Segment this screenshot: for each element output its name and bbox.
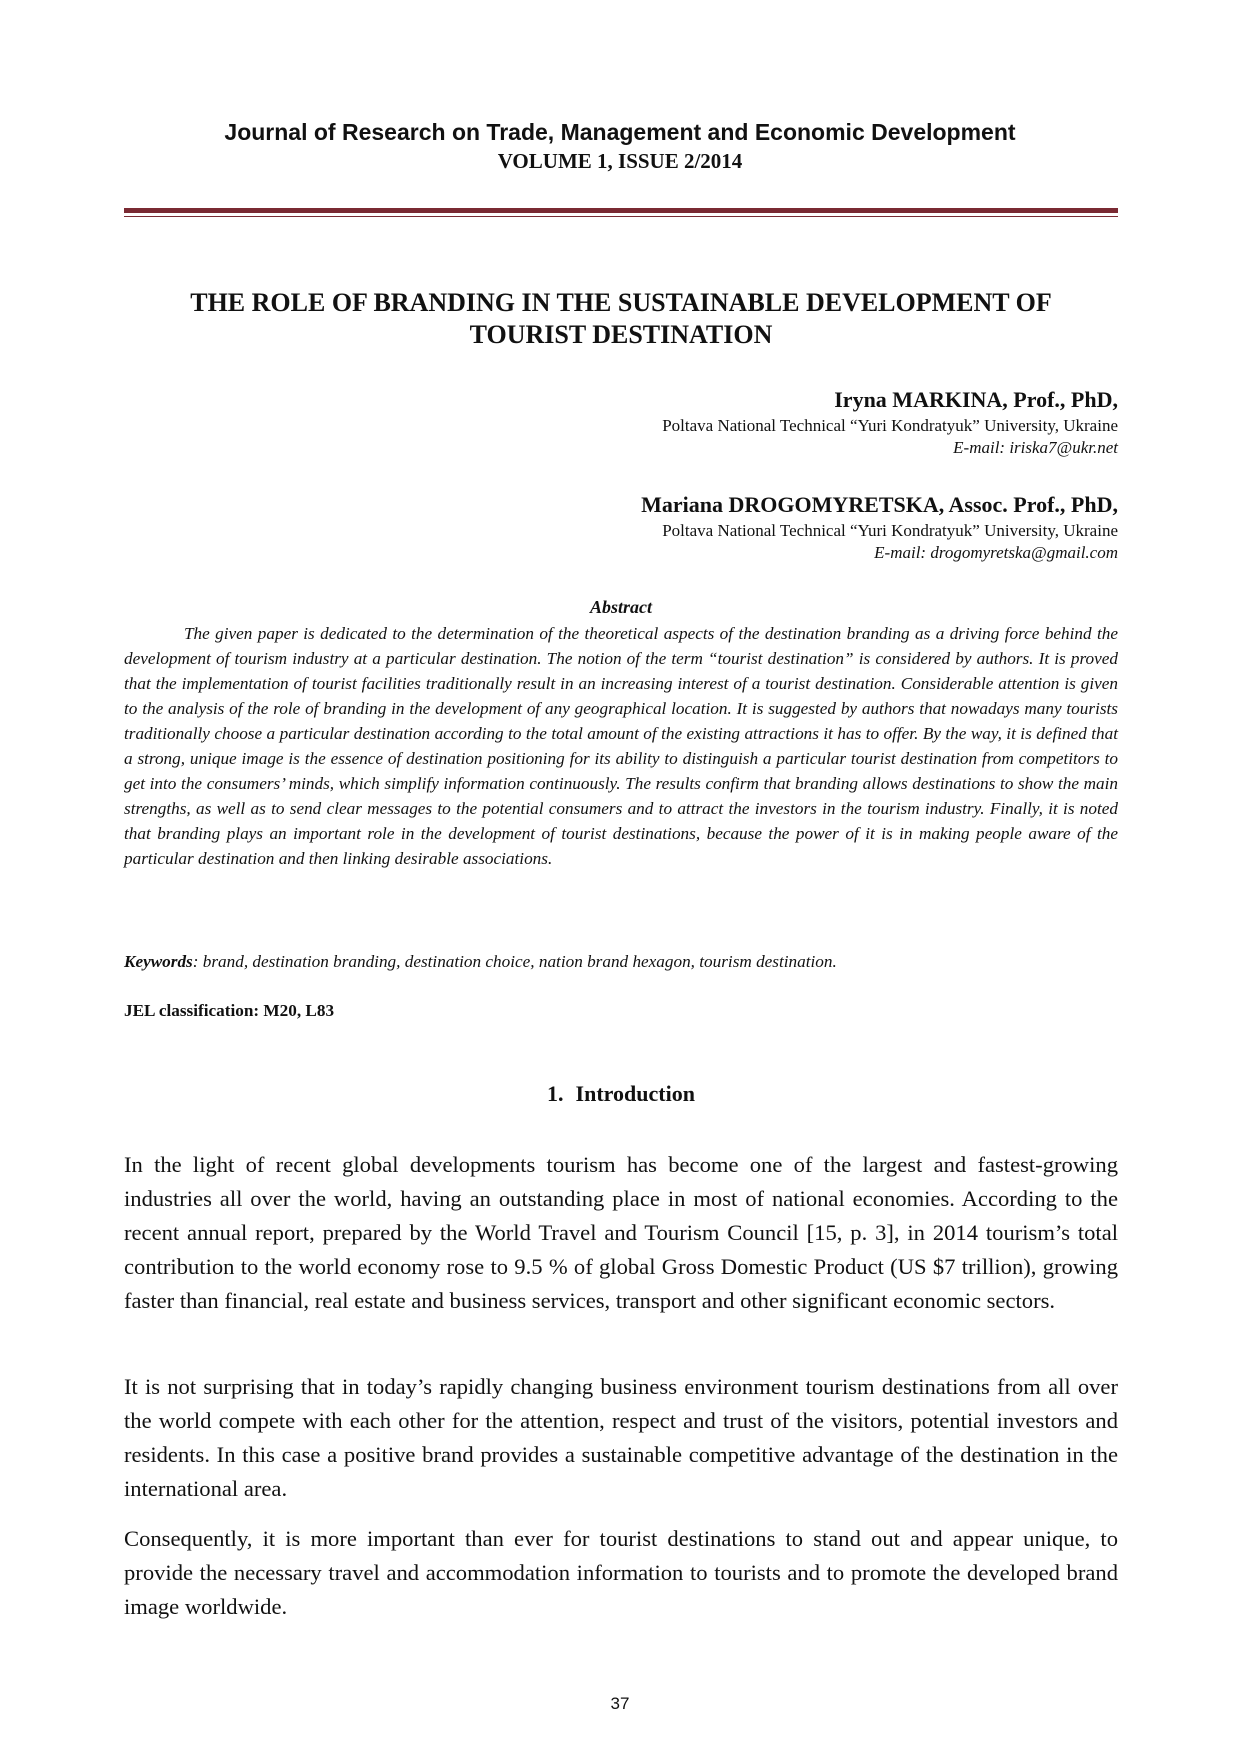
body-paragraph-2: It is not surprising that in today’s rapidly changing business environment tourism destinations from all over the world compete with each other for the attention, respect and trust of the visitors, potential investors and residents. In this case a positive brand provides a sustainable competitive advantage of the destination in the international area. (124, 1374, 1118, 1501)
jel-classification: JEL classification: M20, L83 (124, 1001, 335, 1020)
body-paragraph-3: Consequently, it is more important than ever for tourist destinations to stand out and appear unique, to provide the necessary travel and accommodation information to tourists and to promote the developed brand image worldwide. (124, 1526, 1118, 1619)
author-name: Iryna MARKINA, Prof., PhD, (834, 387, 1118, 412)
header-rule-thin (124, 216, 1118, 217)
journal-volume: VOLUME 1, ISSUE 2/2014 (497, 149, 743, 173)
journal-title: Journal of Research on Trade, Management and Economic Development (224, 119, 1016, 145)
abstract-text: The given paper is dedicated to the determination of the theoretical aspects of the destination branding as a driving force behind the development of tourism industry at a particular destination. The notion of the term “tourist destination” is considered by authors. It is proved that the implementation of tourist facilities traditionally result in an increasing interest of a tourist destination. Considerable attention is given to the analysis of the role of branding in the development of any geographical location. It is suggested by authors that nowadays many tourists traditionally choose a particular destination according to the total amount of the existing attractions it has to offer. By the way, it is defined that a strong, unique image is the essence of destination positioning for its ability to distinguish a particular tourist destination from competitors to get into the consumers’ minds, which simplify information continuously. The results confirm that branding allows destinations to show the main strengths, as well as to send clear messages to the potential consumers and to attract the investors in the tourism industry. Finally, it is noted that branding plays an important role in the development of tourist destinations, because the power of it is in making people aware of the particular destination and then linking desirable associations. (124, 624, 1118, 868)
page-number: 37 (610, 1694, 630, 1713)
author-affiliation: Poltava National Technical “Yuri Kondratyuk” University, Ukraine (662, 521, 1118, 540)
section-number: 1. (547, 1081, 564, 1106)
keywords (124, 950, 1118, 974)
section-title: Introduction (575, 1081, 695, 1106)
author-affiliation: Poltava National Technical “Yuri Kondratyuk” University, Ukraine (662, 416, 1118, 435)
author-email[interactable]: E-mail: drogomyretska@gmail.com (874, 543, 1118, 562)
paper-title-line1: THE ROLE OF BRANDING IN THE SUSTAINABLE DEVELOPMENT OF (190, 288, 1052, 317)
keywords-text: : brand, destination branding, destination choice, nation brand hexagon, tourism destination. (192, 952, 837, 971)
author-name: Mariana DROGOMYRETSKA, Assoc. Prof., PhD, (641, 492, 1118, 517)
author-email[interactable]: E-mail: iriska7@ukr.net (953, 438, 1118, 457)
author-block-1 (124, 385, 1118, 459)
body-paragraph-1: In the light of recent global developments tourism has become one of the largest and fastest-growing industries all over the world, having an outstanding place in most of national economies. According to the recent annual report, prepared by the World Travel and Tourism Council [15, p. 3], in 2014 tourism’s total contribution to the world economy rose to 9.5 % of global Gross Domestic Product (US $7 trillion), growing faster than financial, real estate and business services, transport and other significant economic sectors. (124, 1152, 1118, 1313)
paper-title-line2: TOURIST DESTINATION (469, 320, 773, 349)
paper-title (124, 287, 1118, 351)
abstract-heading: Abstract (589, 597, 652, 617)
header-rule (124, 208, 1118, 213)
keywords-label: Keywords (124, 952, 193, 971)
section-heading (124, 1080, 1118, 1108)
author-block-2 (124, 490, 1118, 564)
